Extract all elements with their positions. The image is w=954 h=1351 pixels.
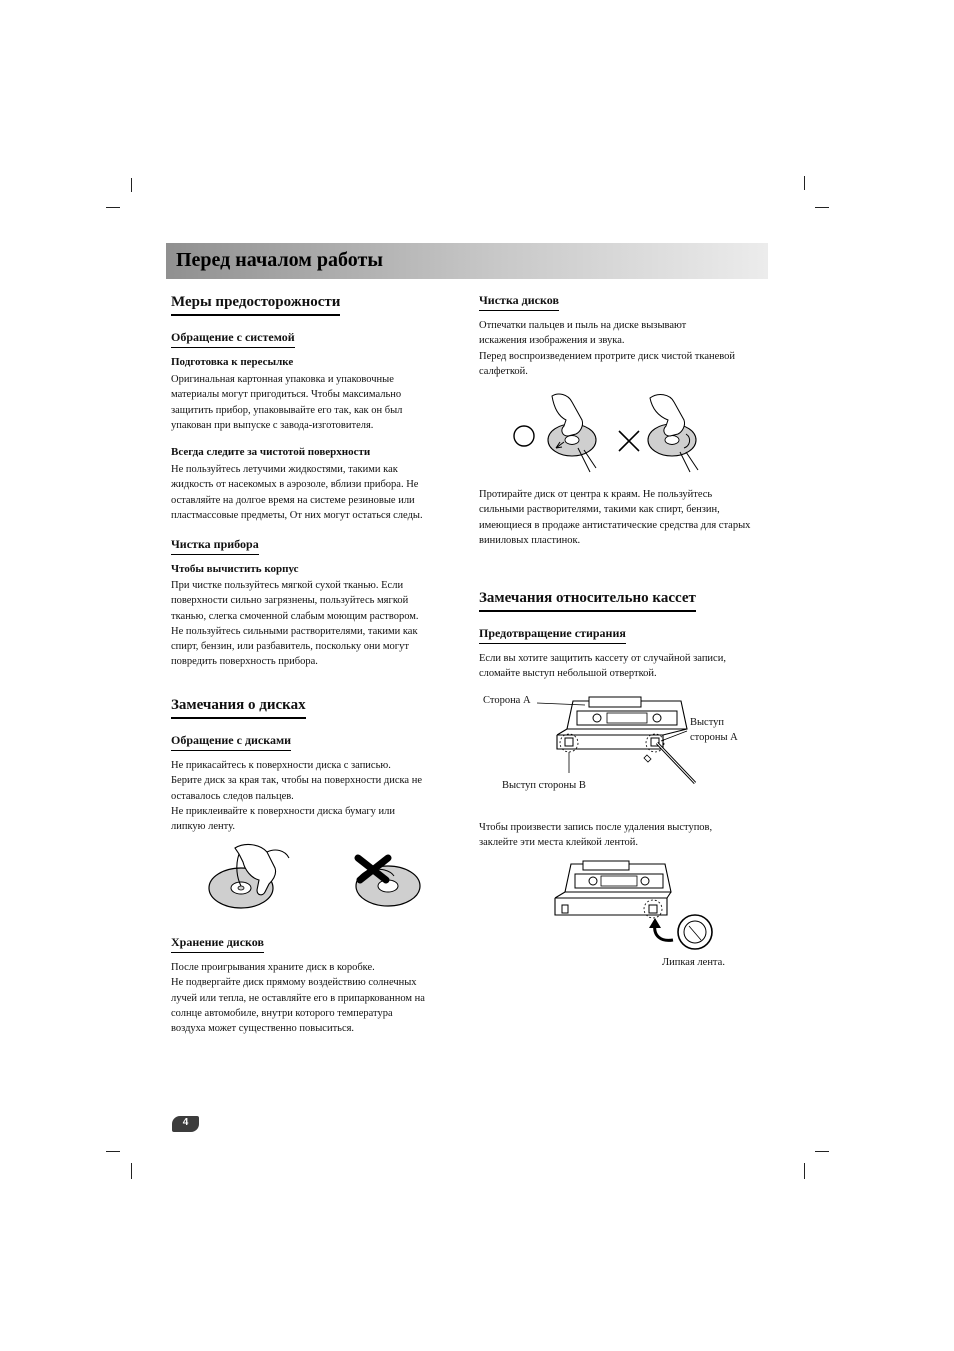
record-again-text: Чтобы произвести запись после удаления выступов, заклейте эти места клейкой лентой. [479, 822, 713, 849]
tab-a-label-line1: Выступ [690, 717, 725, 728]
cabinet-cleaning-heading: Чтобы вычистить корпус [171, 563, 299, 575]
tape-label: Липкая лента. [662, 957, 725, 968]
title-banner [166, 243, 768, 279]
crop-mark [815, 1151, 829, 1152]
crop-mark [804, 1163, 805, 1179]
page-number: 4 [182, 1117, 189, 1128]
disc-wipe-correct-illustration [510, 390, 610, 476]
tab-a-label-line2: стороны A [690, 732, 738, 743]
clean-surface-text: Не пользуйтесь летучими жидкостями, такими как жидкость от насекомых в аэрозоле, вблизи прибора. Не оставляйте на долгое время на системе резиновые или пластмассовые предметы, От них могут остаться следы. [171, 464, 423, 521]
erase-prevention-heading: Предотвращение стирания [479, 626, 626, 644]
clean-surface-heading: Всегда следите за чистотой поверхности [171, 446, 371, 458]
page-number-badge [172, 1116, 199, 1132]
crop-mark [804, 176, 805, 190]
discs-heading: Замечания о дисках [171, 697, 306, 719]
cross-icon [617, 429, 641, 453]
cassettes-heading: Замечания относительно кассет [479, 590, 696, 612]
tab-b-label: Выступ стороны B [502, 780, 586, 791]
system-handling-heading: Обращение с системой [171, 330, 295, 348]
cassette-tape-diagram [553, 860, 723, 955]
crop-mark [815, 207, 829, 208]
crop-mark [131, 178, 132, 192]
shipping-heading: Подготовка к пересылке [171, 356, 294, 368]
disc-storage-heading: Хранение дисков [171, 935, 264, 953]
side-a-label: Сторона A [483, 695, 531, 706]
disc-cleaning-heading: Чистка дисков [479, 293, 559, 311]
crop-mark [106, 207, 120, 208]
disc-cleaning-after: Протирайте диск от центра к краям. Не пользуйтесь сильными растворителями, такими как спирт, бензин, имеющиеся в продаже антистатические средства для старых виниловых пластинок. [479, 489, 751, 546]
cabinet-cleaning-text: При чистке пользуйтесь мягкой сухой тканью. Если поверхности сильно загрязнены, пользуйтесь мягкой тканью, слегка смоченной слабым моющим раствором. Не пользуйтесь сильными растворителями, такими как спирт, бензин, или разбавитель, поскольку они могут повредить поверхность прибора. [171, 580, 419, 668]
disc-handling-heading: Обращение с дисками [171, 733, 291, 751]
precautions-heading: Меры предосторожности [171, 294, 340, 316]
device-cleaning-heading: Чистка прибора [171, 537, 259, 555]
disc-storage-text: После проигрывания храните диск в коробке. Не подвергайте диск прямому воздействию солнечных лучей или тепла, не оставляйте его в припаркованном на солнце автомобиле, внутри которого температура воздуха может существенно повыситься. [171, 962, 425, 1035]
disc-cleaning-intro: Отпечатки пальцев и пыль на диске вызывают искажения изображения и звука. Перед воспроизведением протрите диск чистой тканевой салфеткой. [479, 320, 736, 377]
disc-wipe-wrong-illustration [640, 390, 710, 476]
disc-correct-handling-illustration [205, 840, 295, 912]
disc-handling-text: Не прикасайтесь к поверхности диска с записью. Берите диск за края так, чтобы на поверхности диска не оставалось следов пальцев. Не приклеивайте к поверхности диска бумагу или липкую ленту. [171, 760, 422, 833]
crop-mark [131, 1163, 132, 1179]
shipping-text: Оригинальная картонная упаковка и упаковочные материалы могут пригодиться. Чтобы максимально защитить прибор, упаковывайте его так, как он был упакован при выпуске с завода-изготовителя. [171, 374, 403, 431]
crop-mark [106, 1151, 120, 1152]
page-title: Перед началом работы [176, 249, 383, 271]
disc-wrong-handling-illustration [350, 850, 430, 914]
erase-prevention-text: Если вы хотите защитить кассету от случайной записи, сломайте выступ небольшой отверткой. [479, 653, 726, 680]
